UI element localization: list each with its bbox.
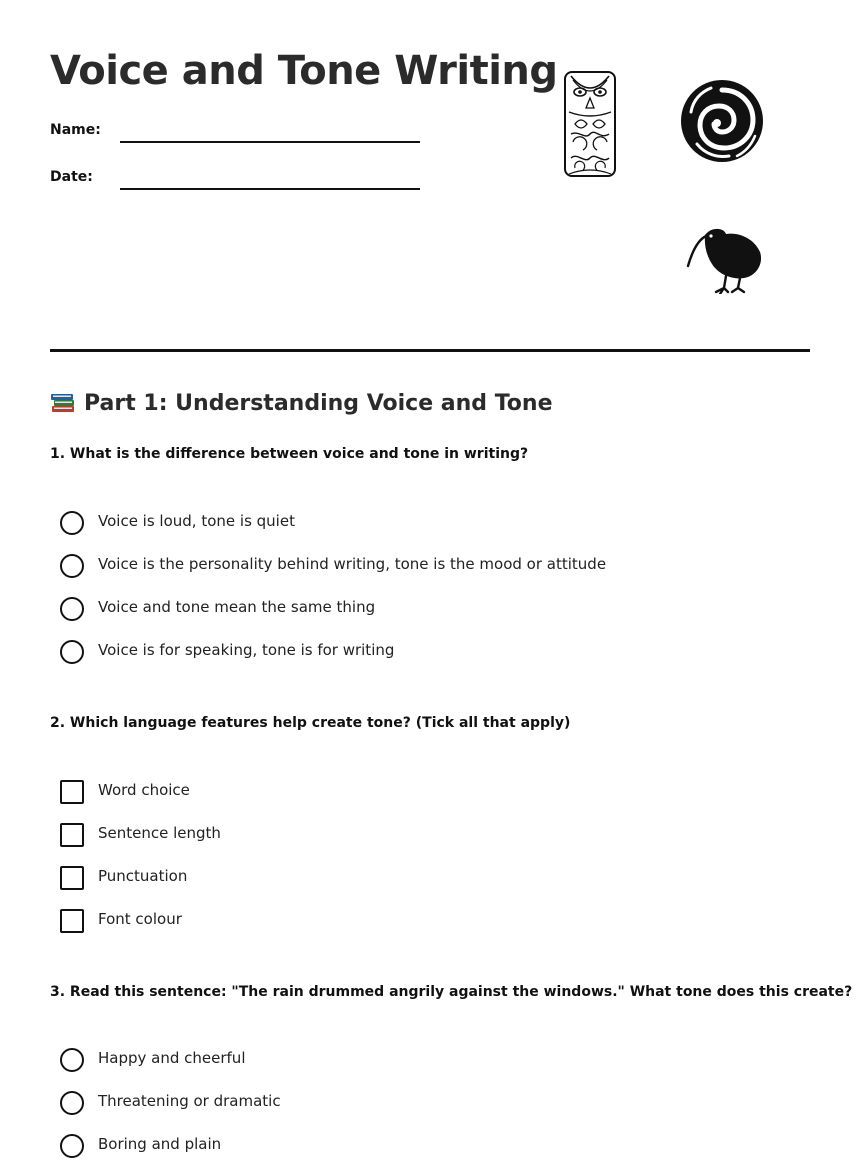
option-label: Happy and cheerful	[98, 1049, 246, 1067]
checkbox[interactable]	[60, 866, 84, 890]
radio-button[interactable]	[60, 1091, 84, 1115]
option-label: Sentence length	[98, 824, 221, 842]
radio-button[interactable]	[60, 554, 84, 578]
kiwi-bird-icon	[686, 218, 766, 294]
option-label: Boring and plain	[98, 1135, 222, 1153]
option-label: Threatening or dramatic	[98, 1092, 281, 1110]
name-label: Name:	[50, 122, 101, 138]
date-input-line[interactable]	[120, 188, 420, 190]
option-label: Punctuation	[98, 867, 188, 885]
name-field	[50, 118, 430, 148]
books-icon	[50, 390, 76, 414]
question-3: 3. Read this sentence: "The rain drummed angrily against the windows." What tone does this create?	[50, 984, 853, 1000]
radio-button[interactable]	[60, 597, 84, 621]
question-1: 1. What is the difference between voice and tone in writing?	[50, 446, 529, 462]
radio-button[interactable]	[60, 1134, 84, 1158]
checkbox[interactable]	[60, 909, 84, 933]
radio-button[interactable]	[60, 511, 84, 535]
section-heading-text: Part 1: Understanding Voice and Tone	[84, 391, 553, 416]
option-label: Word choice	[98, 781, 190, 799]
option-label: Font colour	[98, 910, 182, 928]
option-label: Voice is loud, tone is quiet	[98, 512, 295, 530]
date-label: Date:	[50, 169, 93, 185]
date-field	[50, 165, 430, 195]
option-label: Voice is for speaking, tone is for writing	[98, 641, 395, 659]
maori-carving-icon	[563, 70, 617, 178]
page-title: Voice and Tone Writing	[50, 48, 558, 94]
koru-spiral-icon	[677, 78, 767, 164]
radio-button[interactable]	[60, 1048, 84, 1072]
name-input-line[interactable]	[120, 141, 420, 143]
radio-button[interactable]	[60, 640, 84, 664]
option-label: Voice is the personality behind writing, tone is the mood or attitude	[98, 555, 607, 573]
option-label: Voice and tone mean the same thing	[98, 598, 376, 616]
question-2: 2. Which language features help create tone? (Tick all that apply)	[50, 715, 571, 731]
checkbox[interactable]	[60, 780, 84, 804]
checkbox[interactable]	[60, 823, 84, 847]
section-divider	[50, 349, 810, 352]
section-heading	[50, 390, 553, 416]
